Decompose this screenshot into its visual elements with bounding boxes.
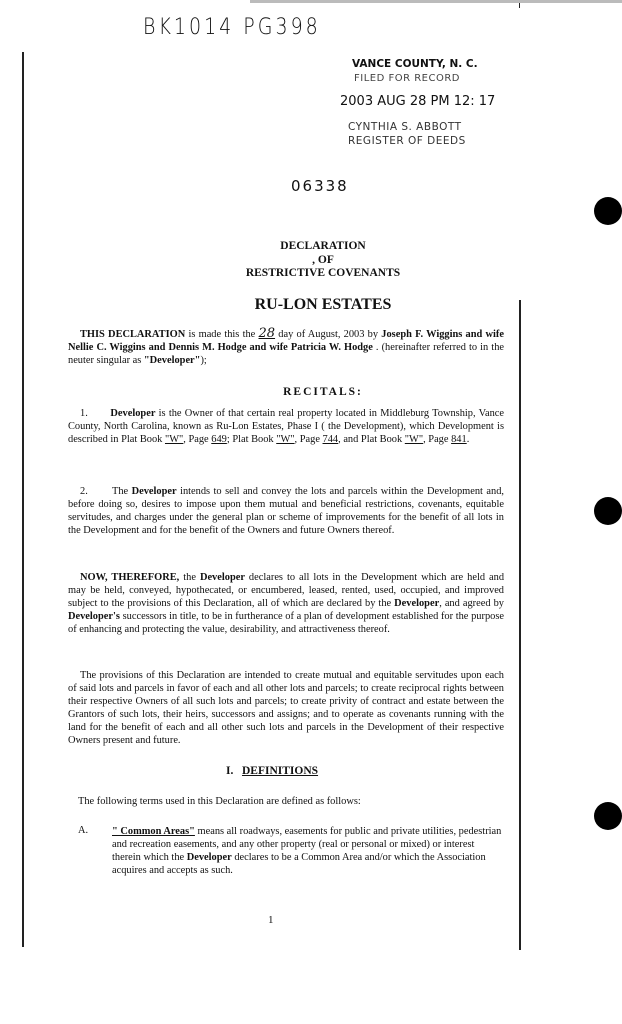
punch-hole-middle <box>594 497 622 525</box>
recital-text: , and Plat Book <box>338 434 405 446</box>
developer-term: Developer <box>199 572 245 583</box>
punch-hole-top <box>594 197 622 225</box>
intro-lead: THIS DECLARATION <box>80 329 186 340</box>
punch-hole-bottom <box>594 802 622 830</box>
intro-text: day of August, 2003 by <box>275 329 382 340</box>
developer-term: Developer <box>186 852 232 864</box>
stamp-register-name: CYNTHIA S. ABBOTT <box>348 121 462 133</box>
definitions-heading <box>226 765 318 777</box>
recital-lead: Developer <box>131 486 177 497</box>
paragraph-text: the <box>179 572 200 583</box>
intro-paragraph <box>68 327 504 367</box>
intro-text: is made this the <box>185 329 259 340</box>
heading-restrictive-covenants: RESTRICTIVE COVENANTS <box>245 267 401 279</box>
document-number: 06338 <box>291 177 349 195</box>
intro-parties: Joseph F. Wiggins and wife Nellie C. Wiggins and Dennis M. Hodge and wife Patricia W. Hodge <box>68 329 504 354</box>
recital-text: , Page <box>294 434 323 446</box>
section-number: I. <box>226 765 234 777</box>
stamp-register-title: REGISTER OF DEEDS <box>348 135 466 147</box>
now-therefore-lead: NOW, THEREFORE, <box>80 572 180 583</box>
developer-term: Developer <box>394 598 440 610</box>
definitions-intro: The following terms used in this Declaration are defined as follows: <box>78 796 361 807</box>
recital-text: is the Owner of that certain real property located in Middleburg Township, Vance County, North Carolina, known as Ru-Lon Estates, Phase I ( the Development), which Development is described in Plat Book <box>68 408 505 446</box>
definition-common-areas <box>112 825 504 877</box>
recital-text: , Page <box>423 434 452 446</box>
document-title: RU-LON ESTATES <box>254 296 392 313</box>
section-label: DEFINITIONS <box>241 765 319 777</box>
now-therefore-paragraph <box>68 571 504 636</box>
left-margin-line <box>22 52 24 947</box>
recital-2 <box>68 485 504 537</box>
plat-book-ref: "W" <box>404 434 424 446</box>
top-edge-shadow <box>250 0 622 3</box>
plat-book-ref: "W" <box>164 434 184 446</box>
paragraph-text: , and agreed by <box>439 598 504 610</box>
paragraph-text: successors in title, to be in furtherance of a plan of development established for the purpose of enhancing and protecting the value, desirability, and attractiveness thereof. <box>68 611 504 636</box>
plat-page-ref: 841 <box>451 434 467 446</box>
heading-of: , OF <box>312 254 334 266</box>
recital-text: , Page <box>183 434 212 446</box>
recital-text: ; Plat Book <box>226 434 277 446</box>
stamp-county: VANCE COUNTY, N. C. <box>352 58 478 70</box>
stamp-datetime: 2003 AUG 28 PM 12: 17 <box>340 94 496 109</box>
definition-term: " Common Areas" <box>112 826 195 837</box>
recital-text: intends to sell and convey the lots and parcels within the Development and, before doing so, desires to impose upon them mutual and beneficial restrictions, covenants, equitable servitudes, and charges under the general plan or scheme of improvements for the benefit of all lots in the Development and for the benefit of the Owners and future Owners thereof. <box>68 486 504 537</box>
stamp-filed: FILED FOR RECORD <box>354 73 460 84</box>
heading-declaration: DECLARATION <box>280 240 366 252</box>
intro-developer: "Developer" <box>143 355 201 367</box>
recital-text: The <box>111 486 132 497</box>
recital-number: 2. <box>80 486 88 497</box>
recital-number: 1. <box>80 408 88 419</box>
plat-book-ref: "W" <box>276 434 295 446</box>
intro-text: ); <box>200 355 207 367</box>
book-page-stamp: BK1014 PG398 <box>143 14 321 40</box>
recital-1 <box>68 407 504 446</box>
developer-term: Developer's <box>68 611 120 623</box>
plat-page-ref: 744 <box>322 434 339 446</box>
recital-text: . <box>466 434 470 446</box>
definition-text: declares to be a Common Area and/or which the Association acquires and accepts as such. <box>112 852 486 877</box>
recitals-heading: RECITALS: <box>283 386 363 398</box>
recital-lead: Developer <box>110 408 156 419</box>
paragraph-text: declares to all lots in the Development which are held and may be held, conveyed, hypothecated, or encumbered, leased, rented, used, occupied, and improved subject to the provisions of this Declaration, all of which are declared by the <box>68 572 505 610</box>
definition-letter: A. <box>78 825 89 836</box>
page-number: 1 <box>268 914 274 926</box>
definition-text: means all roadways, easements for public and private utilities, pedestrian and recreation easements, and any other property (real or personal or mixed) or interest therein which the <box>112 826 502 864</box>
provisions-paragraph: The provisions of this Declaration are intended to create mutual and equitable servitudes upon each of said lots and parcels in favor of each and all other lots and parcels; to create reciprocal rights between their respective Owners of all such lots and parcels; to create privity of contract and estate between the Grantors of such lots, their heirs, successors and assigns; and to operate as covenants running with the land for the benefit of each and all other such lots and parcels in the Development of their respective Owners present and future. <box>68 670 504 747</box>
plat-page-ref: 649 <box>211 434 227 446</box>
handwritten-day: 28 <box>258 326 276 341</box>
intro-text: . (hereinafter referred to in the neuter singular as <box>68 342 504 367</box>
